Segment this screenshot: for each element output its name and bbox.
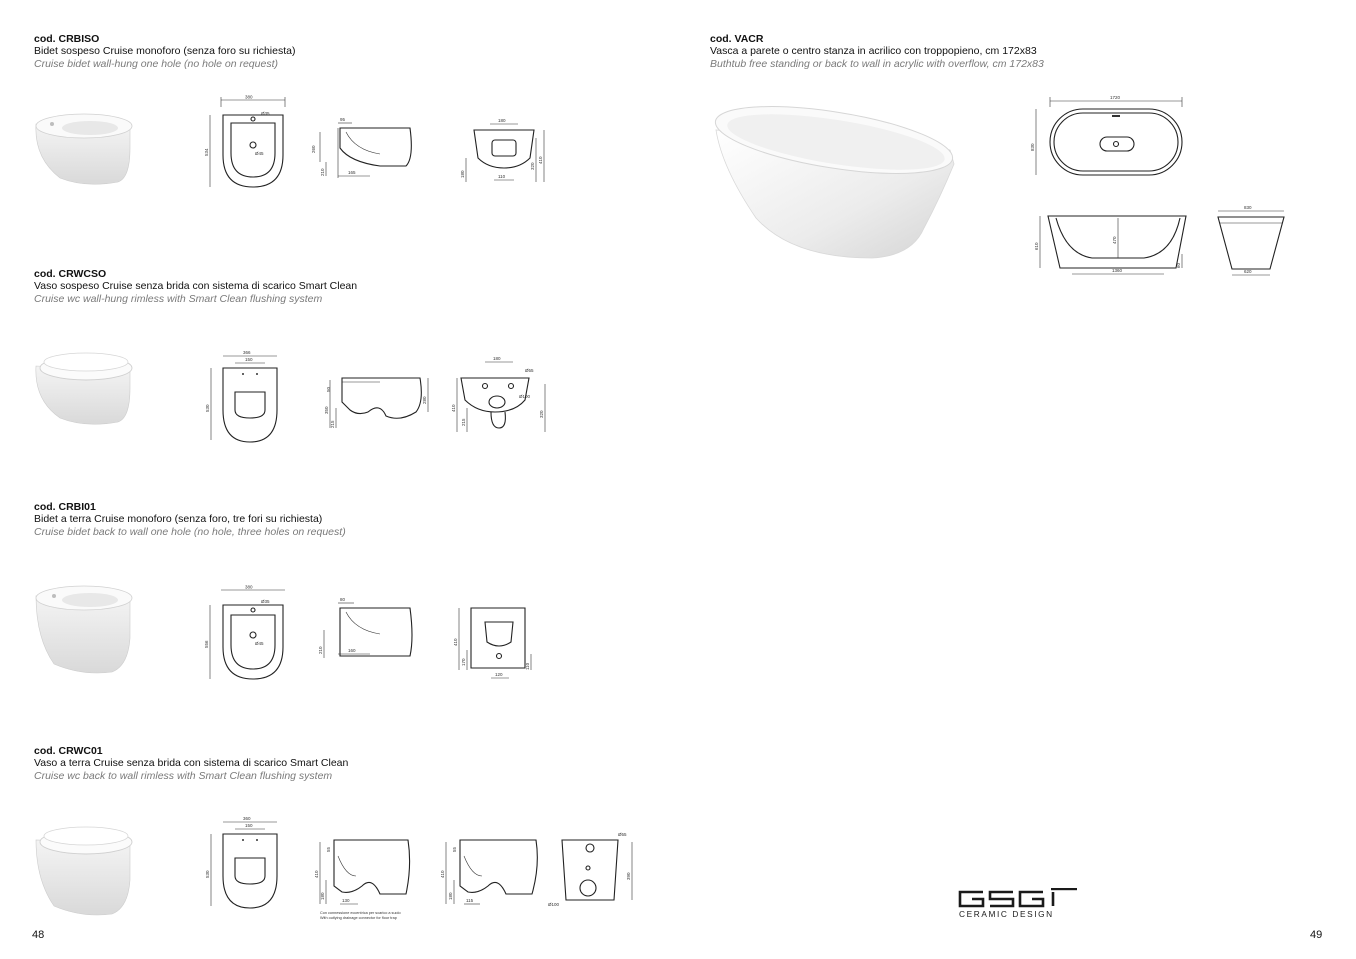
svg-text:Con connessione eccentrica per: Con connessione eccentrica per scarico a suolo (320, 911, 401, 915)
svg-text:Ø45: Ø45 (255, 641, 264, 646)
product-code: cod. CRWC01 (34, 745, 103, 757)
svg-text:366: 366 (243, 350, 251, 355)
product-name-it: Bidet sospeso Cruise monoforo (senza foro su richiesta) (34, 45, 296, 57)
product-name-it: Vasca a parete o centro stanza in acrilico con troppopieno, cm 172x83 (710, 45, 1037, 57)
svg-text:1360: 1360 (1112, 268, 1123, 273)
svg-text:95: 95 (340, 117, 346, 122)
svg-text:280: 280 (422, 396, 427, 404)
product-vacr (710, 33, 1130, 70)
svg-text:Ø100: Ø100 (519, 394, 531, 399)
svg-text:390: 390 (626, 872, 631, 880)
vacr-top-view (1030, 95, 1190, 185)
svg-text:620: 620 (1244, 269, 1252, 274)
product-name-en: Buthtub free standing or back to wall in acrylic with overflow, cm 172x83 (710, 57, 1044, 70)
svg-text:210: 210 (320, 168, 325, 176)
product-crbiso (34, 33, 454, 70)
svg-text:160: 160 (348, 648, 356, 653)
svg-text:470: 470 (1112, 236, 1117, 244)
svg-text:1720: 1720 (1110, 95, 1121, 100)
wc-floor-photo (32, 820, 142, 920)
svg-text:Ø100: Ø100 (548, 902, 560, 907)
svg-text:830: 830 (1244, 205, 1252, 210)
page-number-left: 48 (32, 929, 45, 941)
product-crwc01 (34, 745, 454, 782)
svg-text:215: 215 (330, 420, 335, 428)
bidet-floor-photo (32, 578, 142, 678)
svg-text:320: 320 (539, 410, 544, 418)
svg-text:410: 410 (451, 404, 456, 412)
crbiso-side-view (310, 118, 420, 188)
crbiso-rear-view (460, 118, 550, 188)
svg-text:260: 260 (311, 145, 316, 153)
svg-text:Ø35: Ø35 (261, 111, 270, 116)
product-name-en: Cruise bidet wall-hung one hole (no hole on request) (34, 57, 278, 70)
svg-text:80: 80 (340, 597, 346, 602)
crwc01-top-view (205, 818, 295, 913)
svg-text:350: 350 (324, 406, 329, 414)
svg-text:Ø35: Ø35 (261, 599, 270, 604)
svg-text:610: 610 (1034, 242, 1039, 250)
svg-text:110: 110 (498, 174, 506, 179)
crbi01-top-view (205, 585, 295, 685)
svg-text:60: 60 (1176, 262, 1181, 268)
product-code: cod. VACR (710, 33, 764, 45)
product-code: cod. CRBISO (34, 33, 100, 45)
svg-text:50: 50 (326, 386, 331, 392)
svg-text:170: 170 (461, 658, 466, 666)
logo-tagline: CERAMIC DESIGN (959, 909, 1054, 919)
svg-text:150: 150 (245, 823, 253, 828)
product-code: cod. CRWCSO (34, 268, 107, 280)
svg-text:Ø55: Ø55 (618, 832, 627, 837)
svg-text:530: 530 (205, 870, 210, 878)
product-crwcso (34, 268, 454, 305)
crwcso-top-view (205, 352, 295, 447)
bathtub-photo (712, 108, 962, 268)
svg-text:120: 120 (495, 672, 503, 677)
product-crbi01 (34, 501, 454, 538)
svg-text:130: 130 (342, 898, 350, 903)
svg-text:180: 180 (493, 356, 501, 361)
crbiso-top-view (205, 95, 295, 195)
svg-text:830: 830 (1030, 143, 1035, 151)
svg-text:180: 180 (320, 892, 325, 900)
crwc01-side-view (312, 836, 417, 926)
svg-text:534: 534 (204, 148, 209, 156)
crwc01-rear-view (548, 828, 643, 912)
product-name-it: Vaso sospeso Cruise senza brida con sistema di scarico Smart Clean (34, 280, 358, 292)
vacr-end-view (1210, 205, 1290, 280)
svg-text:115: 115 (466, 898, 474, 903)
svg-text:180: 180 (448, 892, 453, 900)
crwcso-rear-view (451, 356, 555, 436)
svg-text:360: 360 (243, 816, 251, 821)
svg-text:530: 530 (205, 404, 210, 412)
product-name-it: Vaso a terra Cruise senza brida con sistema di scarico Smart Clean (34, 757, 349, 769)
svg-text:410: 410 (453, 638, 458, 646)
svg-text:Ø45: Ø45 (255, 151, 264, 156)
product-name-en: Cruise wc back to wall rimless with Smart Clean flushing system (34, 769, 333, 782)
crwcso-side-view (320, 372, 435, 432)
svg-text:55: 55 (326, 846, 331, 852)
svg-text:410: 410 (314, 870, 319, 878)
svg-text:320: 320 (530, 162, 535, 170)
svg-text:150: 150 (245, 357, 253, 362)
svg-text:380: 380 (245, 584, 253, 590)
svg-text:215: 215 (461, 418, 466, 426)
svg-text:55: 55 (452, 846, 457, 852)
svg-text:165: 165 (348, 170, 356, 175)
svg-text:556: 556 (204, 640, 209, 648)
svg-text:With outlying drainage connect: With outlying drainage connector for floor trap (320, 916, 397, 920)
crbi01-rear-view (455, 604, 545, 684)
svg-text:180: 180 (460, 170, 465, 178)
product-name-en: Cruise wc wall-hung rimless with Smart Clean flushing system (34, 292, 323, 305)
svg-text:210: 210 (318, 646, 323, 654)
page-number-right: 49 (1310, 929, 1323, 941)
svg-text:110: 110 (525, 662, 530, 670)
gsg-logo (957, 888, 1081, 920)
product-name-en: Cruise bidet back to wall one hole (no hole, three holes on request) (34, 525, 346, 538)
crbi01-side-view (310, 598, 420, 668)
crwc01-side-view-2 (440, 836, 545, 911)
dim-label: 380 (245, 94, 253, 100)
product-name-it: Bidet a terra Cruise monoforo (senza foro, tre fori su richiesta) (34, 513, 323, 525)
svg-text:Ø55: Ø55 (525, 368, 534, 373)
svg-text:410: 410 (440, 870, 445, 878)
product-code: cod. CRBI01 (34, 501, 96, 513)
svg-text:180: 180 (498, 118, 506, 123)
svg-text:410: 410 (538, 156, 543, 164)
bidet-wallhung-photo (30, 108, 140, 188)
wc-wallhung-photo (30, 348, 140, 428)
vacr-side-view (1032, 210, 1192, 280)
